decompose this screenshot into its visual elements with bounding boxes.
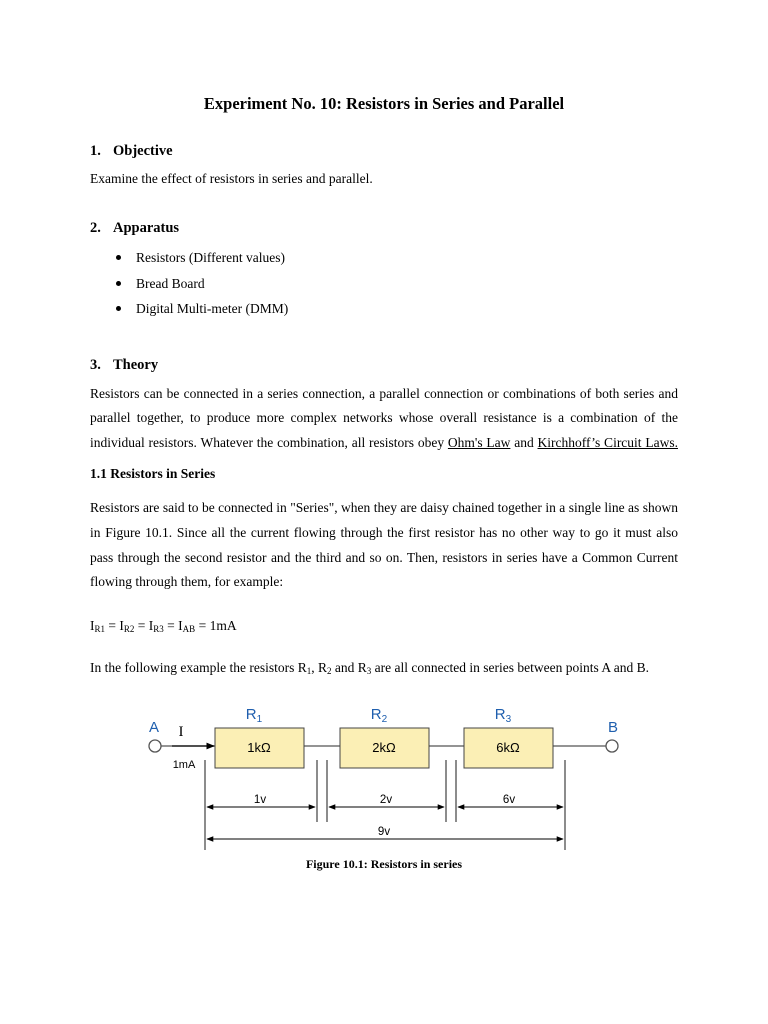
list-item: Bread Board xyxy=(113,275,288,301)
series-line-3: pass through the second resistor and the third and so on. Then, resistors in series have a Common Current xyxy=(90,550,678,565)
list-item: Resistors (Different values) xyxy=(113,249,288,275)
series-heading: 1.1 Resistors in Series xyxy=(90,466,216,481)
node-a-label: A xyxy=(148,719,160,736)
voltage-label-r2: 2v xyxy=(379,794,393,806)
objective-number: 1. xyxy=(90,143,101,159)
bullet-icon xyxy=(116,281,121,286)
resistor-label: $R_3$ xyxy=(494,706,512,725)
bullet-icon xyxy=(116,306,121,311)
terminal-a-icon xyxy=(149,740,161,752)
objective-text: Examine the effect of resistors in series and parallel. xyxy=(90,171,373,186)
resistor-value: 6kΩ xyxy=(496,740,520,755)
apparatus-list xyxy=(113,249,288,326)
current-equation: $I_{R1} = I_{R2} = I_{R3} = I_{AB} = 1mA$ xyxy=(90,618,237,634)
voltage-label-r1: 1v xyxy=(253,794,267,806)
bullet-icon xyxy=(116,255,121,260)
resistor-r3 xyxy=(464,706,553,768)
voltage-label-total: 9v xyxy=(377,826,391,838)
apparatus-number: 2. xyxy=(90,220,101,236)
theory-title: Theory xyxy=(113,357,159,373)
resistor-value: 2kΩ xyxy=(372,740,396,755)
apparatus-heading xyxy=(90,220,179,237)
current-symbol: I xyxy=(178,724,184,740)
terminal-b-icon xyxy=(606,740,618,752)
objective-heading xyxy=(90,143,173,160)
node-b-label: B xyxy=(607,719,619,736)
resistor-label: $R_1$ xyxy=(245,706,263,725)
resistor-r1 xyxy=(215,706,304,768)
series-line-4: flowing through them, for example: xyxy=(90,574,284,589)
current-value: 1mA xyxy=(172,759,196,771)
objective-title: Objective xyxy=(113,143,173,159)
theory-line-2: parallel together, to produce more complex networks whose overall resistance is a combination of the xyxy=(90,410,678,425)
example-sentence: In the following example the resistors $R_1$, $R_2$ and $R_3$ are all connected in series between points A and B. xyxy=(90,660,650,676)
series-circuit-figure xyxy=(140,700,640,852)
page-title: Experiment No. 10: Resistors in Series and Parallel xyxy=(203,94,565,113)
ohms-law-link[interactable]: Ohm's Law xyxy=(447,435,511,450)
figure-caption: Figure 10.1: Resistors in series xyxy=(305,857,463,871)
series-line-2: in Figure 10.1. Since all the current flowing through the first resistor has no other way to go it must also xyxy=(90,525,678,540)
theory-number: 3. xyxy=(90,357,101,373)
list-item: Digital Multi-meter (DMM) xyxy=(113,300,288,326)
series-line-1: Resistors are said to be connected in "Series", when they are daisy chained together in a single line as shown xyxy=(90,500,678,515)
resistor-label: $R_2$ xyxy=(370,706,388,725)
theory-heading xyxy=(90,357,158,374)
resistor-r2 xyxy=(340,706,429,768)
kirchhoff-laws-link[interactable]: Kirchhoff’s Circuit Laws. xyxy=(537,435,678,450)
theory-line-3: individual resistors. Whatever the combination, all resistors obey Ohm's Law and Kirchhoff’s Circuit Laws. xyxy=(90,435,678,450)
resistor-value: 1kΩ xyxy=(247,740,271,755)
apparatus-title: Apparatus xyxy=(113,220,180,236)
voltage-label-r3: 6v xyxy=(502,794,516,806)
theory-line-1: Resistors can be connected in a series connection, a parallel connection or combinations of both series and xyxy=(90,386,678,401)
